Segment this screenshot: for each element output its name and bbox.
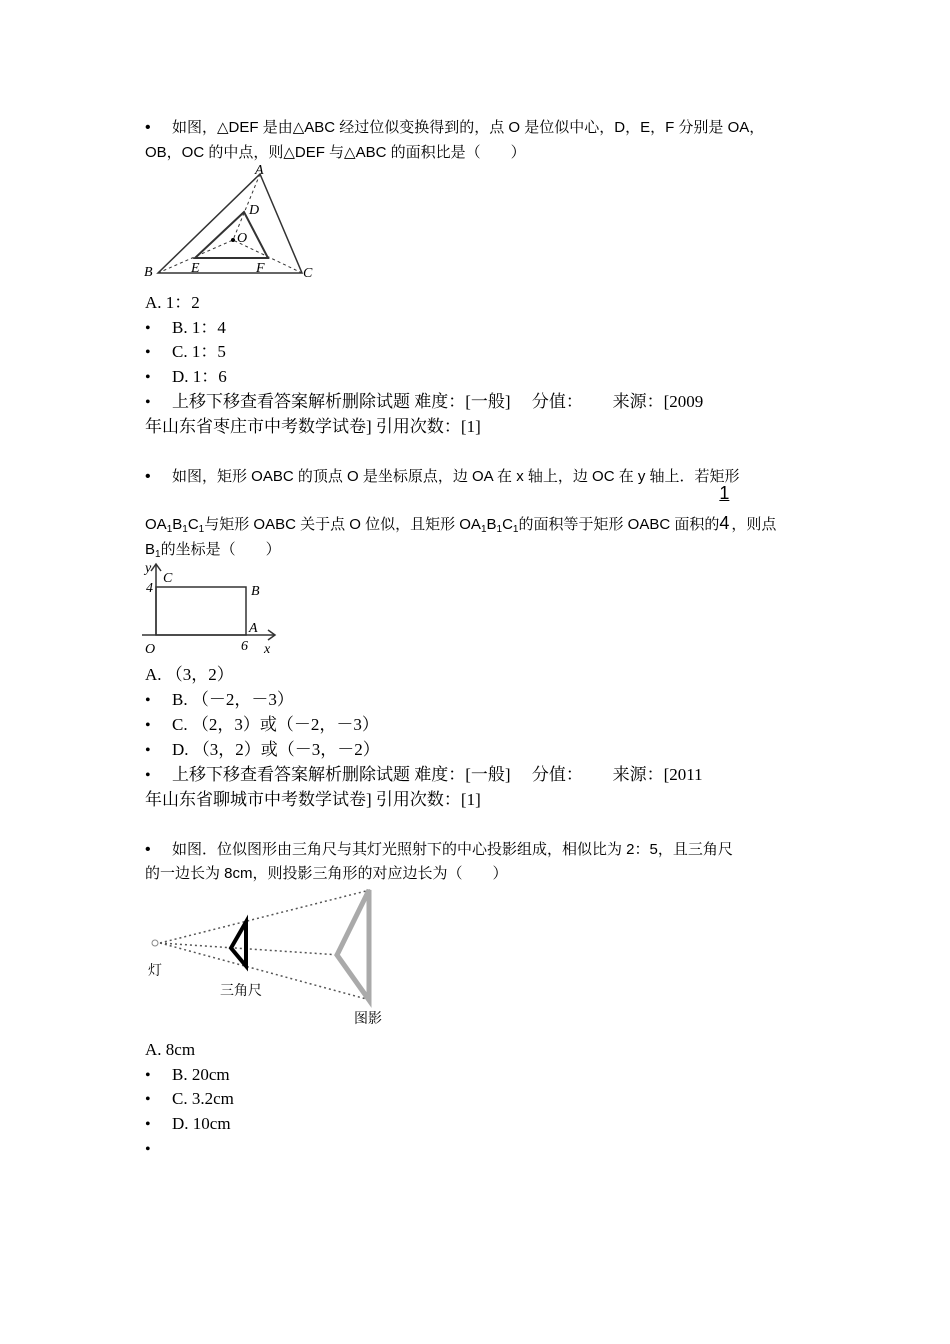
meta-text: 上移下移查看答案解析删除试题 难度：[一般] 分值： 来源：[2009 [172, 392, 704, 411]
t: C [187, 516, 199, 533]
q2-option-b[interactable] [145, 690, 294, 711]
label-lamp: 灯 [148, 963, 162, 979]
sub: 1 [155, 549, 161, 560]
option-text: B. （－2，－3） [172, 690, 294, 709]
sub: 1 [496, 524, 503, 535]
option-text: B. 20cm [172, 1065, 230, 1084]
q2-text: 如图，矩形 OABC 的顶点 O 是坐标原点，边 OA 在 x 轴上，边 OC 在 y 轴上．若矩形 [172, 468, 740, 485]
sub: 1 [480, 524, 487, 535]
empty-bullet [145, 1139, 172, 1160]
option-text: B. 1：4 [172, 318, 226, 337]
option-text: D. 1：6 [172, 367, 227, 386]
label-O: O [145, 642, 156, 657]
q3-stem-line2: 的一边长为 8cm，则投影三角形的对应边长为（ ） [145, 865, 508, 882]
label-D: D [249, 203, 260, 218]
label-E: E [191, 261, 200, 276]
option-text: C. （2，3）或（－2，－3） [172, 715, 379, 734]
q2-stem-line2 [145, 483, 777, 540]
label-6: 6 [241, 639, 248, 654]
label-A: A [249, 621, 258, 636]
q1-stem-line1 [145, 118, 764, 138]
denominator: 4 [719, 513, 730, 533]
label-B: B [251, 584, 260, 599]
t: B [486, 516, 497, 533]
meta-text: 上移下移查看答案解析删除试题 难度：[一般] 分值： 来源：[2011 [172, 765, 703, 784]
q2-option-a[interactable]: A. （3，2） [145, 665, 234, 684]
q2-meta-line2: 年山东省聊城市中考数学试卷] 引用次数：[1] [145, 790, 481, 809]
q1-option-c[interactable] [145, 342, 226, 363]
label-shadow: 图影 [354, 1011, 382, 1027]
q1-option-a[interactable]: A. 1：2 [145, 293, 200, 312]
t: B [172, 516, 183, 533]
q1-text: 如图，△DEF 是由△ABC 经过位似变换得到的，点 O 是位似中心，D，E，F 分别是 OA， [172, 119, 765, 136]
q3-option-a[interactable]: A. 8cm [145, 1040, 196, 1059]
q3-text: 如图．位似图形由三角尺与其灯光照射下的中心投影组成，相似比为 2：5，且三角尺 [172, 841, 733, 858]
sub: 1 [198, 524, 205, 535]
q2-option-c[interactable] [145, 715, 379, 736]
q3-stem-line1 [145, 840, 733, 860]
sub: 1 [512, 524, 519, 535]
label-y: y [145, 561, 152, 576]
option-text: C. 3.2cm [172, 1089, 234, 1108]
q1-option-b[interactable] [145, 318, 226, 339]
label-4: 4 [146, 581, 153, 596]
bullet [145, 118, 172, 138]
q1-option-d[interactable] [145, 367, 227, 388]
q2-meta-line1 [145, 765, 703, 786]
t: 的坐标是（ ） [160, 541, 281, 558]
option-text: D. 10cm [172, 1114, 231, 1133]
t: OA [145, 516, 167, 533]
t: 的面积等于矩形 OABC 面积的 [518, 516, 720, 533]
sub: 1 [182, 524, 188, 535]
q3-option-b[interactable] [145, 1065, 230, 1086]
fraction-one-quarter [719, 483, 731, 535]
sub: 1 [166, 524, 173, 535]
label-C: C [303, 266, 313, 281]
q3-option-c[interactable] [145, 1089, 234, 1110]
t: B [145, 541, 156, 558]
label-F: F [256, 261, 265, 276]
q2-rectangle-figure [140, 560, 290, 660]
t: C [502, 516, 513, 533]
label-C: C [163, 571, 173, 586]
label-x: x [264, 642, 271, 657]
label-ruler: 三角尺 [220, 983, 262, 999]
label-B: B [144, 265, 153, 280]
q1-stem-line2: OB，OC 的中点，则△DEF 与△ABC 的面积比是（ ） [145, 144, 526, 161]
label-A: A [255, 163, 264, 178]
q2-stem-line1 [145, 467, 740, 487]
q3-option-d[interactable] [145, 1114, 231, 1135]
option-text: C. 1：5 [172, 342, 226, 361]
q1-meta-line2: 年山东省枣庄市中考数学试卷] 引用次数：[1] [145, 417, 481, 436]
q1-meta-line1 [145, 392, 703, 413]
q2-option-d[interactable] [145, 740, 380, 761]
q1-triangle-figure [140, 160, 320, 285]
t: 与矩形 OABC 关于点 O 位似，且矩形 OA [204, 516, 481, 533]
t: ，则点 [731, 516, 777, 533]
q3-projection-figure [140, 880, 400, 1030]
numerator: 1 [719, 483, 730, 503]
option-text: D. （3，2）或（－3，－2） [172, 740, 380, 759]
label-O: O [237, 231, 248, 246]
